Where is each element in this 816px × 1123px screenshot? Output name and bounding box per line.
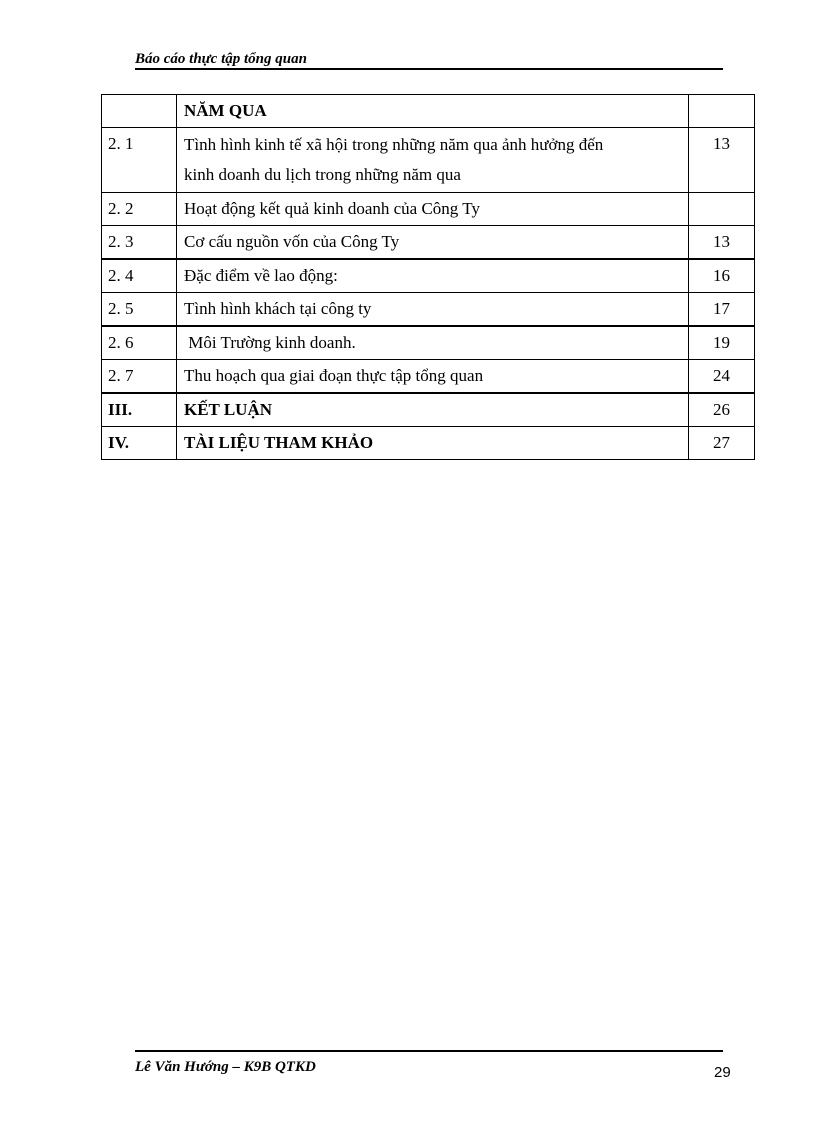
toc-row-title: Cơ cấu nguồn vốn của Công Ty [177,226,689,260]
toc-row-page: 13 [689,128,755,193]
toc-row-title: Thu hoạch qua giai đoạn thực tập tổng quan [177,360,689,394]
footer-author: Lê Văn Hướng – K9B QTKD [135,1059,316,1075]
toc-row-page: 19 [689,326,755,360]
toc-row-title-line: Tình hình kinh tế xã hội trong những năm qua ảnh hưởng đến [184,135,604,154]
toc-row-page: 27 [689,427,755,460]
page-header [135,49,723,70]
toc-row [102,326,755,360]
toc-row-title-line: kinh doanh du lịch trong những năm qua [184,165,461,184]
toc-row-page: 24 [689,360,755,394]
toc-row-number: 2. 1 [102,128,177,193]
toc-row-title: Hoạt động kết quả kinh doanh của Công Ty [177,193,689,226]
toc-row-title: Đặc điểm về lao động: [177,259,689,293]
toc-row-page: 13 [689,226,755,260]
toc-row-title: Môi Trường kinh doanh. [177,326,689,360]
toc-row [102,226,755,260]
header-title: Báo cáo thực tập tổng quan [135,51,307,67]
toc-row [102,393,755,427]
toc-row [102,427,755,460]
toc-row [102,128,755,193]
toc-row-number: 2. 2 [102,193,177,226]
toc-row-page: 17 [689,293,755,327]
toc-row-number: 2. 5 [102,293,177,327]
page-footer [135,1050,723,1075]
toc-row-title: TÀI LIỆU THAM KHẢO [177,427,689,460]
toc-row [102,259,755,293]
toc-row-number: 2. 4 [102,259,177,293]
toc-row [102,293,755,327]
toc-row-page: 26 [689,393,755,427]
toc-row-number: 2. 7 [102,360,177,394]
toc-row-page [689,95,755,128]
toc-row [102,193,755,226]
toc-row-number: III. [102,393,177,427]
toc-row-title: KẾT LUẬN [177,393,689,427]
toc-row [102,95,755,128]
page-number: 29 [714,1064,731,1081]
toc-row-title: Tình hình khách tại công ty [177,293,689,327]
toc-row-number: 2. 6 [102,326,177,360]
toc-row-page [689,193,755,226]
toc-row-number [102,95,177,128]
toc-row-number: 2. 3 [102,226,177,260]
toc-row-title [177,128,689,193]
toc-row [102,360,755,394]
toc-row-page: 16 [689,259,755,293]
toc-row-number: IV. [102,427,177,460]
table-of-contents [101,94,755,460]
toc-row-title: NĂM QUA [177,95,689,128]
